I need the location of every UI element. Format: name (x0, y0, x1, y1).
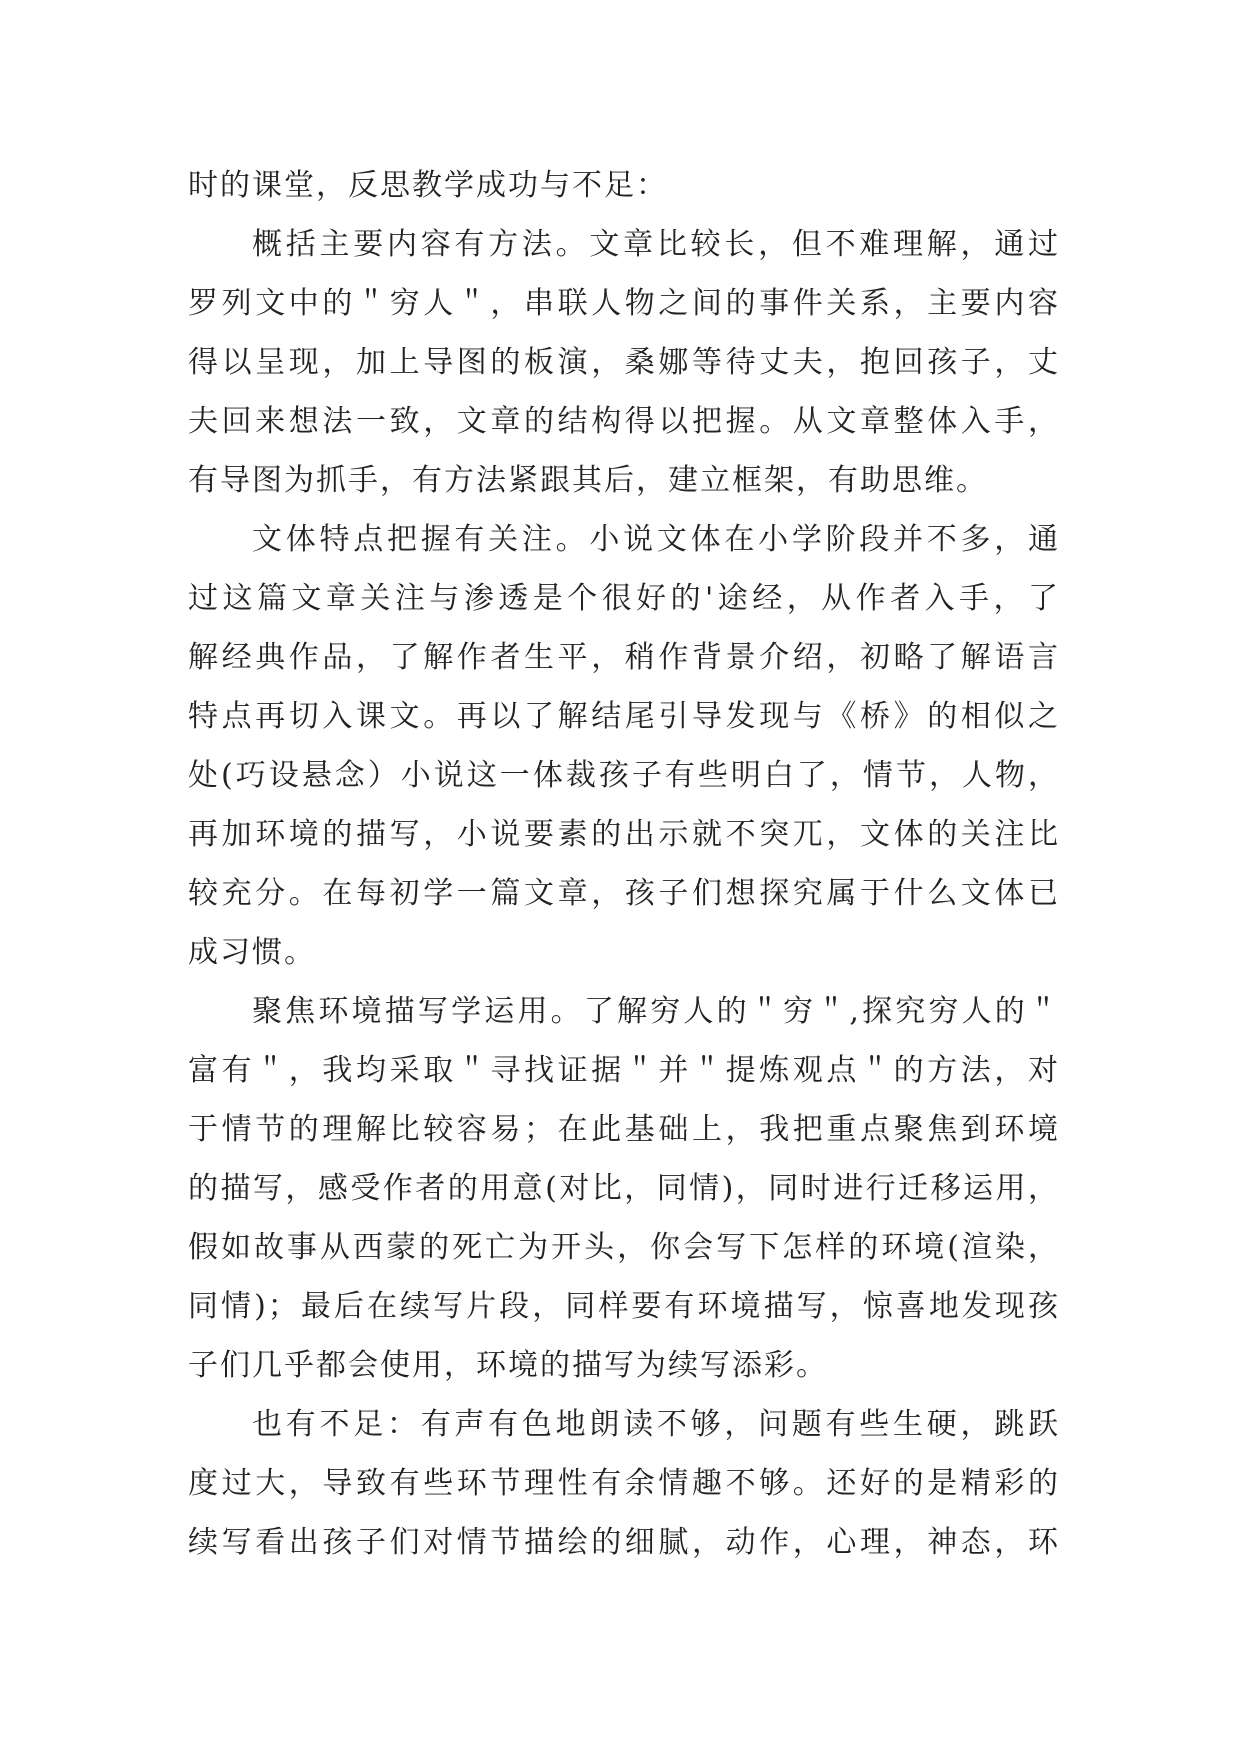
text-line: 过这篇文章关注与渗透是个很好的'途经，从作者入手，了 (188, 581, 1060, 616)
text-line: 假如故事从西蒙的死亡为开头，你会写下怎样的环境(渲染， (188, 1230, 1060, 1265)
text-line: 夫回来想法一致，文章的结构得以把握。从文章整体入手， (188, 404, 1060, 439)
text-line: 特点再切入课文。再以了解结尾引导发现与《桥》的相似之 (188, 699, 1060, 734)
paragraph-start-line: 概括主要内容有方法。文章比较长，但不难理解，通过 (252, 227, 1060, 262)
paragraph-start-line: 文体特点把握有关注。小说文体在小学阶段并不多，通 (252, 522, 1060, 557)
text-line: 于情节的理解比较容易；在此基础上，我把重点聚焦到环境 (188, 1112, 1060, 1147)
paragraph-start-line: 聚焦环境描写学运用。了解穷人的＂穷＂,探究穷人的＂ (252, 994, 1060, 1029)
text-line: 度过大，导致有些环节理性有余情趣不够。还好的是精彩的 (188, 1466, 1060, 1501)
text-line: 续写看出孩子们对情节描绘的细腻，动作，心理，神态，环 (188, 1525, 1060, 1560)
text-line: 同情)；最后在续写片段，同样要有环境描写，惊喜地发现孩 (188, 1289, 1060, 1324)
text-line: 富有＂，我均采取＂寻找证据＂并＂提炼观点＂的方法，对 (188, 1053, 1060, 1088)
text-line: 有导图为抓手，有方法紧跟其后，建立框架，有助思维。 (188, 463, 988, 498)
text-line: 子们几乎都会使用，环境的描写为续写添彩。 (188, 1348, 828, 1383)
text-line: 再加环境的描写，小说要素的出示就不突兀，文体的关注比 (188, 817, 1060, 852)
text-line: 得以呈现，加上导图的板演，桑娜等待丈夫，抱回孩子，丈 (188, 345, 1060, 380)
text-line: 解经典作品，了解作者生平，稍作背景介绍，初略了解语言 (188, 640, 1060, 675)
text-line: 处(巧设悬念）小说这一体裁孩子有些明白了，情节，人物， (188, 758, 1060, 793)
text-line: 时的课堂，反思教学成功与不足： (188, 168, 668, 203)
document-body (188, 156, 1060, 1572)
paragraph-start-line: 也有不足：有声有色地朗读不够，问题有些生硬，跳跃 (252, 1407, 1060, 1442)
text-line: 较充分。在每初学一篇文章，孩子们想探究属于什么文体已 (188, 876, 1060, 911)
text-line: 罗列文中的＂穷人＂，串联人物之间的事件关系，主要内容 (188, 286, 1060, 321)
text-line: 成习惯。 (188, 935, 316, 970)
text-line: 的描写，感受作者的用意(对比，同情)，同时进行迁移运用， (188, 1171, 1060, 1206)
